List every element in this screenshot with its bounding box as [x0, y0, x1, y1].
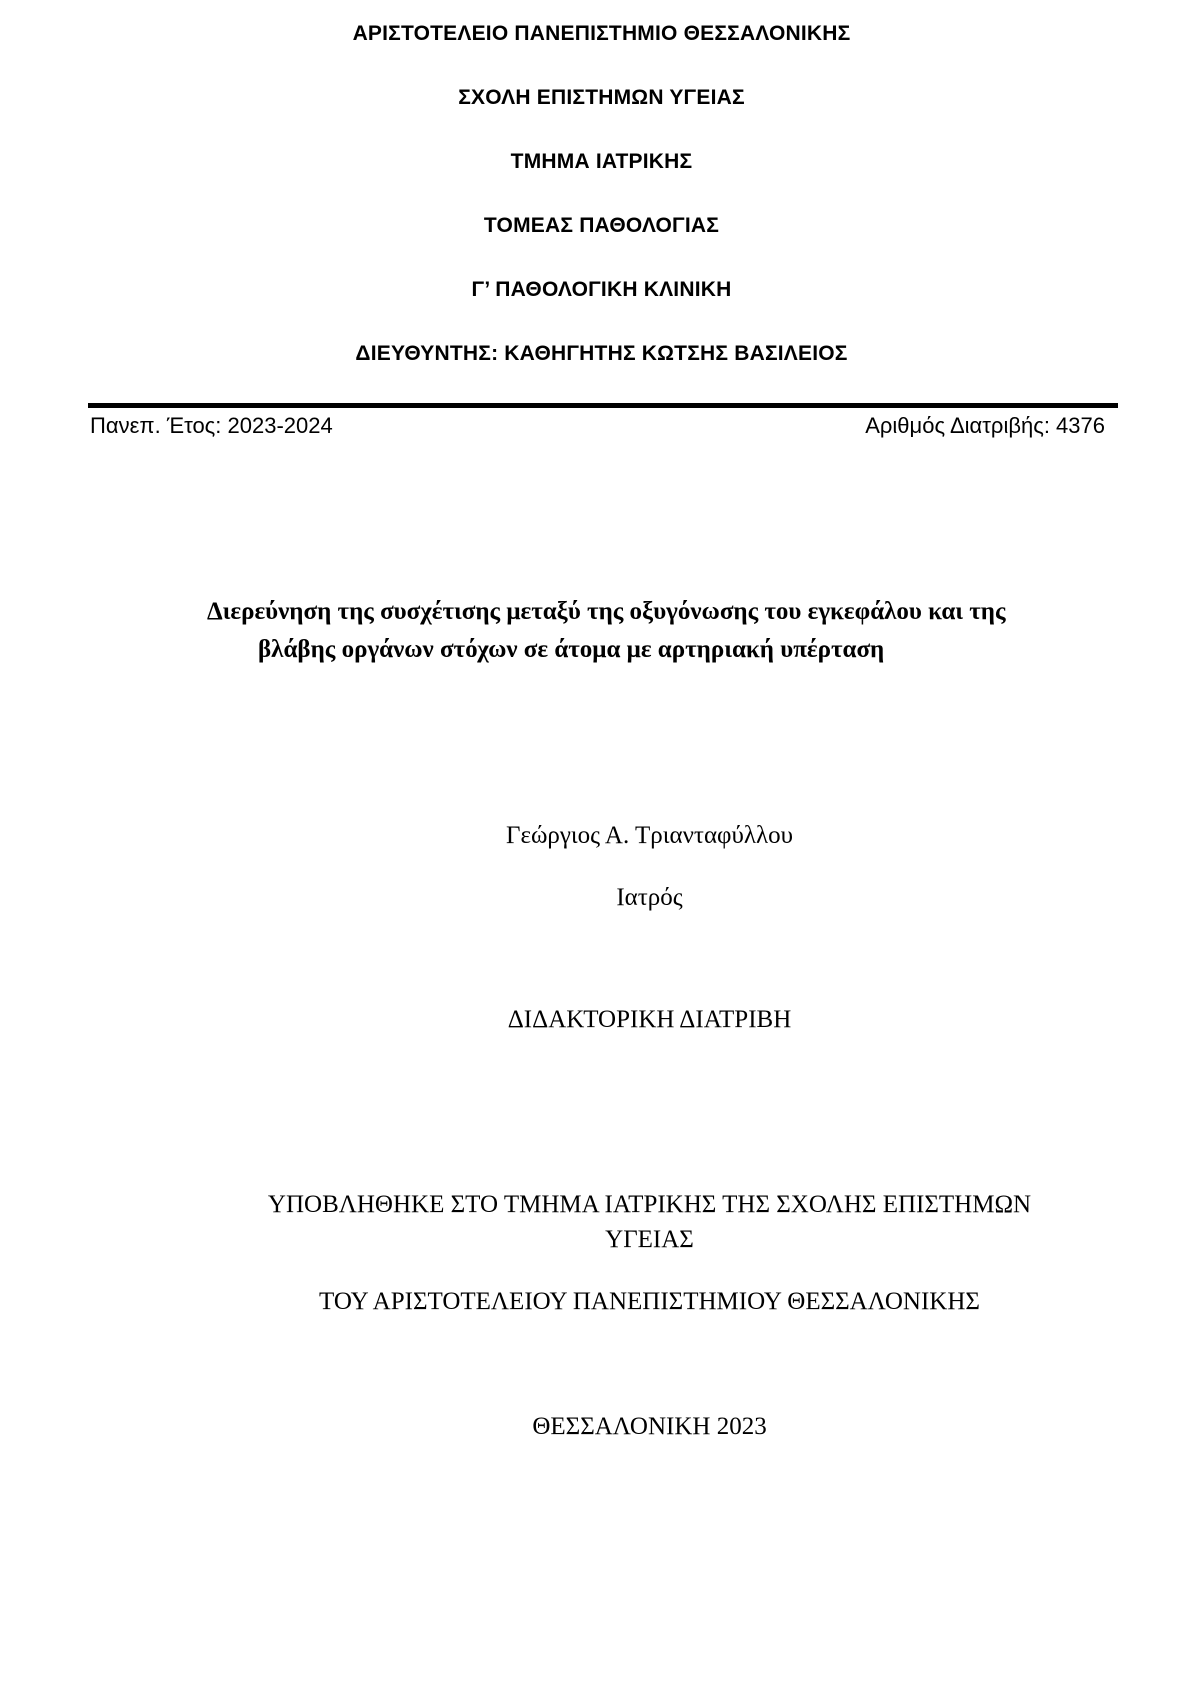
thesis-title-line-1: Διερεύνηση της συσχέτισης μεταξύ της οξυγόνωσης του εγκεφάλου και της: [207, 598, 1006, 625]
place-and-date: ΘΕΣΣΑΛΟΝΙΚΗ 2023: [532, 1413, 767, 1440]
school-name: ΣΧΟΛΗ ΕΠΙΣΤΗΜΩΝ ΥΓΕΙΑΣ: [458, 86, 745, 109]
submission-line-3: ΤΟΥ ΑΡΙΣΤΟΤΕΛΕΙΟΥ ΠΑΝΕΠΙΣΤΗΜΙΟΥ ΘΕΣΣΑΛΟΝΙΚΗΣ: [319, 1288, 980, 1315]
thesis-title-line-2: βλάβης οργάνων στόχων σε άτομα με αρτηριακή υπέρταση: [258, 636, 885, 663]
document-type: ΔΙΔΑΚΤΟΡΙΚΗ ΔΙΑΤΡΙΒΗ: [507, 1006, 792, 1033]
sector-name: ΤΟΜΕΑΣ ΠΑΘΟΛΟΓΙΑΣ: [483, 214, 720, 237]
header-divider: [88, 403, 1118, 408]
university-name: ΑΡΙΣΤΟΤΕΛΕΙΟ ΠΑΝΕΠΙΣΤΗΜΙΟ ΘΕΣΣΑΛΟΝΙΚΗΣ: [352, 22, 851, 45]
clinic-name: Γ’ ΠΑΘΟΛΟΓΙΚΗ ΚΛΙΝΙΚΗ: [471, 278, 732, 301]
department-name: ΤΜΗΜΑ ΙΑΤΡΙΚΗΣ: [510, 150, 693, 173]
submission-line-2: ΥΓΕΙΑΣ: [605, 1226, 694, 1253]
author-name: Γεώργιος Α. Τριανταφύλλου: [506, 822, 793, 849]
submission-line-1: ΥΠΟΒΛΗΘΗΚΕ ΣΤΟ ΤΜΗΜΑ ΙΑΤΡΙΚΗΣ ΤΗΣ ΣΧΟΛΗΣ ΕΠΙΣΤΗΜΩΝ: [267, 1191, 1032, 1218]
academic-year: Πανεπ. Έτος: 2023-2024: [90, 413, 333, 438]
director-line: ΔΙΕΥΘΥΝΤΗΣ: ΚΑΘΗΓΗΤΗΣ ΚΩΤΣΗΣ ΒΑΣΙΛΕΙΟΣ: [355, 342, 848, 365]
thesis-number: Αριθμός Διατριβής: 4376: [865, 413, 1105, 438]
author-profession: Ιατρός: [616, 884, 683, 911]
